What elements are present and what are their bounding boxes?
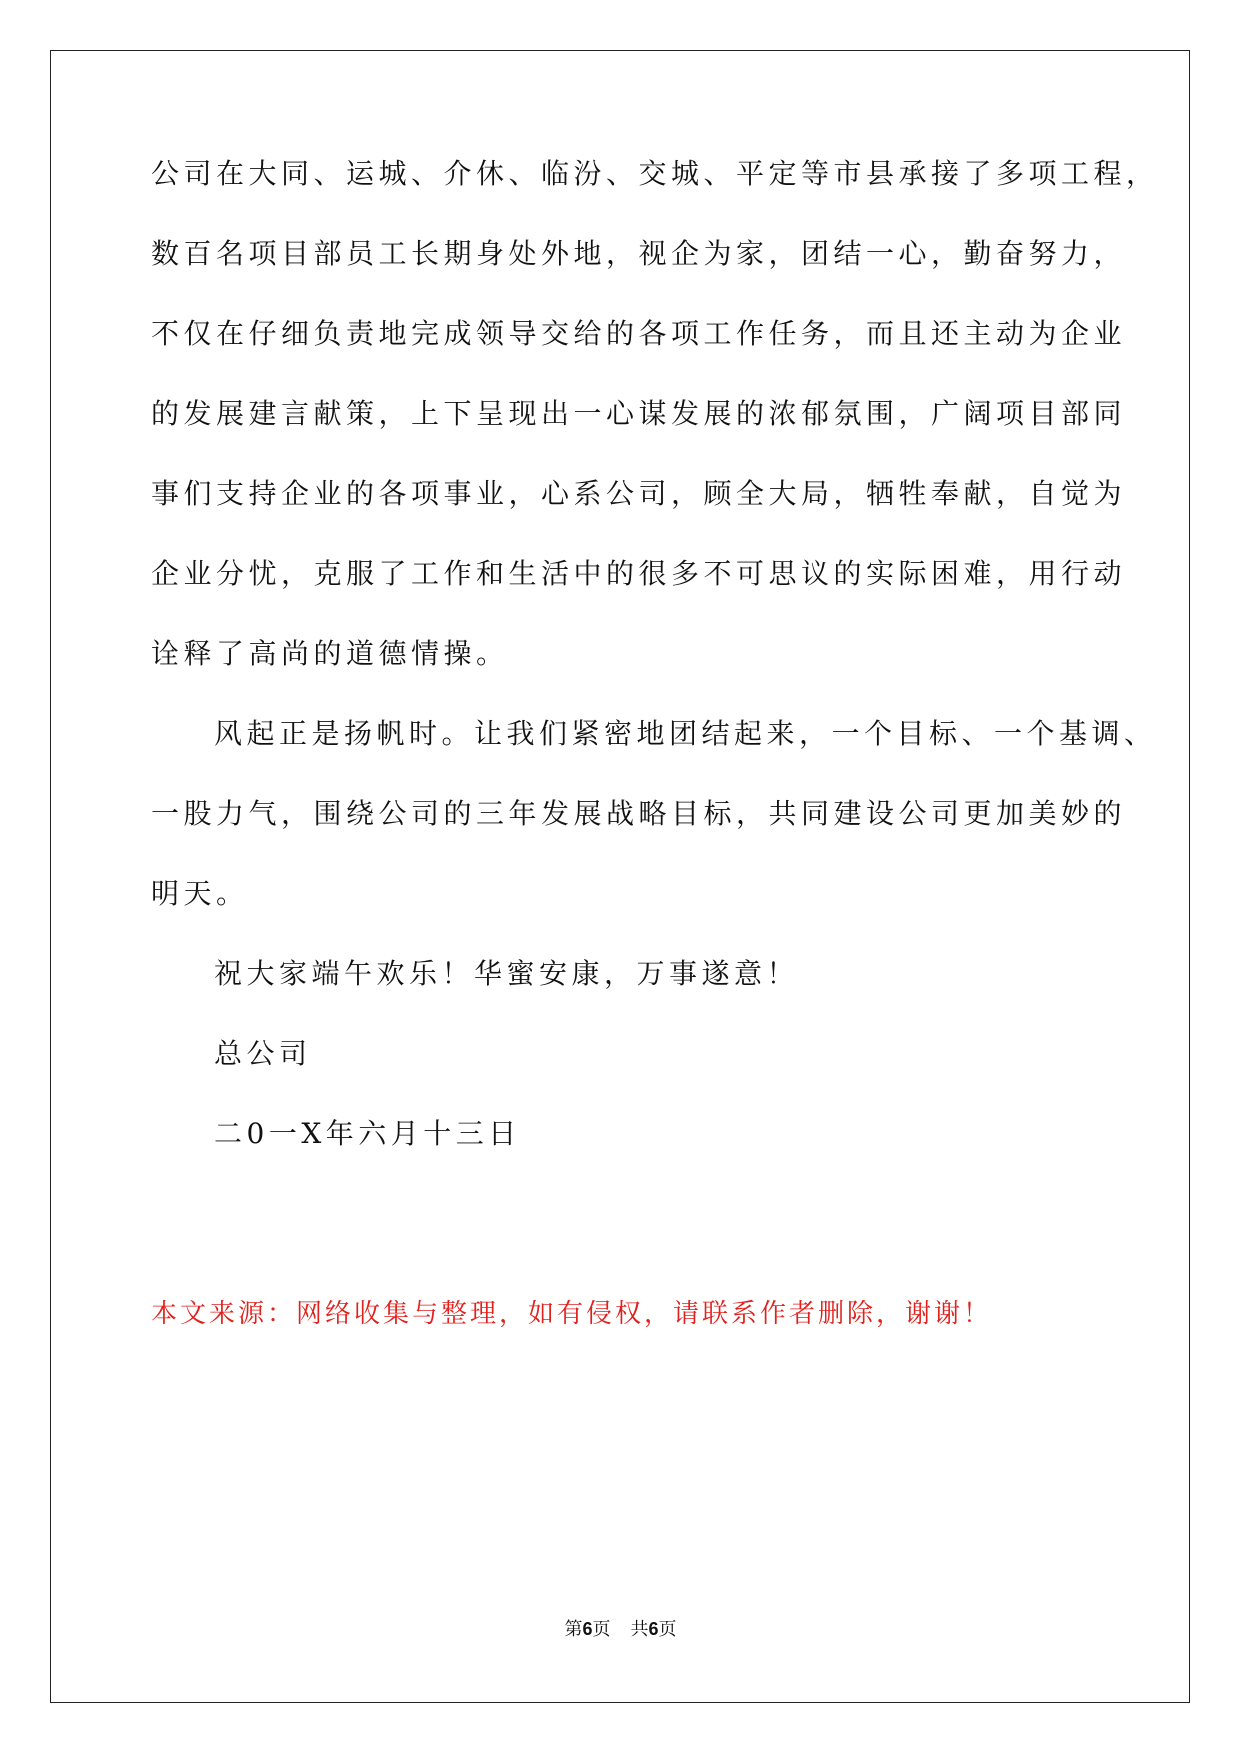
- source-notice: 本文来源：网络收集与整理，如有侵权，请联系作者删除，谢谢！: [151, 1299, 993, 1329]
- greeting: 祝大家端午欢乐！华蜜安康，万事遂意！: [214, 957, 800, 990]
- page-label-prefix: 第: [564, 1619, 583, 1640]
- page-label-suffix: 页: [592, 1619, 611, 1640]
- text-line: 明天。: [151, 877, 249, 910]
- text-line: 的发展建言献策，上下呈现出一心谋发展的浓郁氛围，广阔项目部同: [151, 397, 1127, 430]
- text-line: 数百名项目部员工长期身处外地，视企为家，团结一心，勤奋努力，: [151, 237, 1127, 270]
- page-current: 6: [582, 1619, 593, 1639]
- document-body: [151, 157, 1159, 1200]
- total-label-suffix: 页: [658, 1619, 677, 1640]
- page-total: 6: [648, 1619, 659, 1639]
- text-line: 不仅在仔细负责地完成领导交给的各项工作任务，而且还主动为企业: [151, 317, 1127, 350]
- text-line: 一股力气，围绕公司的三年发展战略目标，共同建设公司更加美妙的: [151, 797, 1127, 830]
- paragraph-2: [151, 717, 1157, 910]
- signature: 总公司: [214, 1037, 312, 1070]
- total-label-prefix: 共: [630, 1619, 649, 1640]
- date-line: 二0一X年六月十三日: [214, 1117, 521, 1150]
- page-footer: [0, 1615, 1241, 1641]
- text-line: 企业分忧，克服了工作和生活中的很多不可思议的实际困难，用行动: [151, 557, 1127, 590]
- paragraph-1: [151, 157, 1159, 670]
- text-line: 诠释了高尚的道德情操。: [151, 637, 509, 670]
- text-line: 事们支持企业的各项事业，心系公司，顾全大局，牺牲奉献，自觉为: [151, 477, 1127, 510]
- text-line: 公司在大同、运城、介休、临汾、交城、平定等市县承接了多项工程，: [151, 157, 1159, 190]
- text-line: 风起正是扬帆时。让我们紧密地团结起来，一个目标、一个基调、: [214, 717, 1157, 750]
